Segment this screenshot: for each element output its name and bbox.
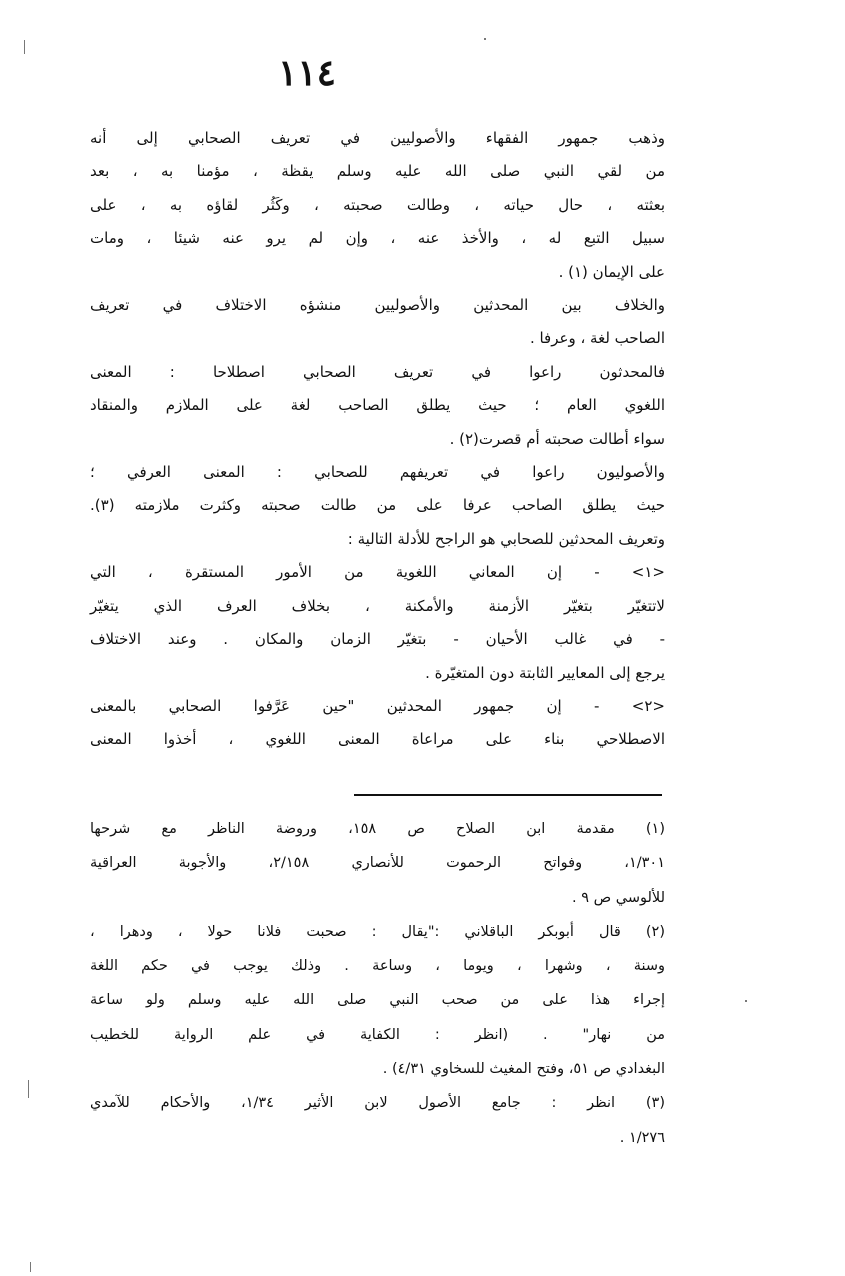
footnote-separator	[354, 794, 662, 796]
scan-mark	[745, 1000, 747, 1002]
footnote-line: (١) مقدمة ابن الصلاح ص ١٥٨، وروضة الناظر مع شرحها	[90, 821, 665, 837]
text-line: سواء أطالت صحبته أم قصرت(٢) .	[449, 429, 665, 448]
text-line: والأصوليون راعوا في تعريفهم للصحابي : المعنى العرفي ؛	[90, 463, 665, 482]
text-line: الاصطلاحي بناء على مراعاة المعنى اللغوي ، أخذوا المعنى	[90, 730, 665, 749]
text-line: يرجع إلى المعايير الثابتة دون المتغيّرة .	[425, 663, 665, 682]
text-line: الصاحب لغة ، وعرفا .	[529, 329, 665, 348]
scan-mark	[28, 1080, 29, 1098]
text-line: وتعريف المحدثين للصحابي هو الراجح للأدلة التالية :	[347, 529, 665, 548]
text-line: من لقي النبي صلى الله عليه وسلم يقظة ، مؤمنا به ، بعد	[90, 162, 665, 181]
text-line: والخلاف بين المحدثين والأصوليين منشؤه الاختلاف في تعريف	[90, 296, 665, 315]
scan-mark	[24, 40, 25, 54]
footnote-line: ١/٣٠١، وفواتح الرحموت للأنصاري ٢/١٥٨، والأجوبة العراقية	[90, 855, 665, 872]
text-line: على الإيمان (١) .	[558, 262, 665, 281]
page-number: ١١٤	[277, 52, 336, 94]
text-line: بعثته ، حال حياته ، وطالت صحبته ، وكَثُر لقاؤه به ، على	[90, 195, 665, 214]
footnote-line: البغدادي ص ٥١، وفتح المغيث للسخاوي ٤/٣١) .	[382, 1061, 665, 1078]
text-line: حيث يطلق الصاحب عرفا على من طالت صحبته وكثرت ملازمته (٣).	[90, 496, 665, 515]
main-text	[90, 122, 665, 757]
footnote-line: ١/٢٧٦ .	[619, 1129, 665, 1146]
footnote-line: (٣) انظر : جامع الأصول لابن الأثير ١/٣٤، والأحكام للآمدي	[90, 1095, 665, 1112]
text-line: <١> - إن المعاني اللغوية من الأمور المستقرة ، التي	[90, 563, 665, 582]
text-line: - في غالب الأحيان - بتغيّر الزمان والمكان . وعند الاختلاف	[90, 630, 665, 649]
text-line: <٢> - إن جمهور المحدثين "حين عَرَّفوا الصحابي بالمعنى	[90, 696, 665, 715]
footnote-line: (٢) قال أبوبكر الباقلاني :"يقال : صحبت فلانا حولا ، ودهرا ،	[90, 923, 665, 940]
text-line: اللغوي العام ؛ حيث يطلق الصاحب لغة على الملازم والمنقاد	[90, 396, 665, 415]
text-line: لاتتغيّر بتغيّر الأزمنة والأمكنة ، بخلاف العرف الذي يتغيّر	[90, 596, 665, 615]
footnote-line: من نهار" . (انظر : الكفاية في علم الرواية للخطيب	[90, 1026, 665, 1043]
text-line: وذهب جمهور الفقهاء والأصوليين في تعريف الصحابي إلى أنه	[90, 129, 665, 147]
text-line: سبيل التبع له ، والأخذ عنه ، وإن لم يرو عنه شيئا ، ومات	[90, 229, 665, 248]
footnote-line: للألوسي ص ٩ .	[572, 889, 665, 906]
scan-mark	[484, 38, 486, 40]
footnotes	[90, 812, 665, 1155]
text-line: فالمحدثون راعوا في تعريف الصحابي اصطلاحا : المعنى	[90, 362, 665, 381]
footnote-line: إجراء هذا على من صحب النبي صلى الله عليه وسلم ولو ساعة	[90, 992, 665, 1009]
footnote-line: وسنة ، وشهرا ، ويوما ، وساعة . وذلك يوجب في حكم اللغة	[90, 958, 665, 975]
scan-mark	[30, 1262, 31, 1272]
